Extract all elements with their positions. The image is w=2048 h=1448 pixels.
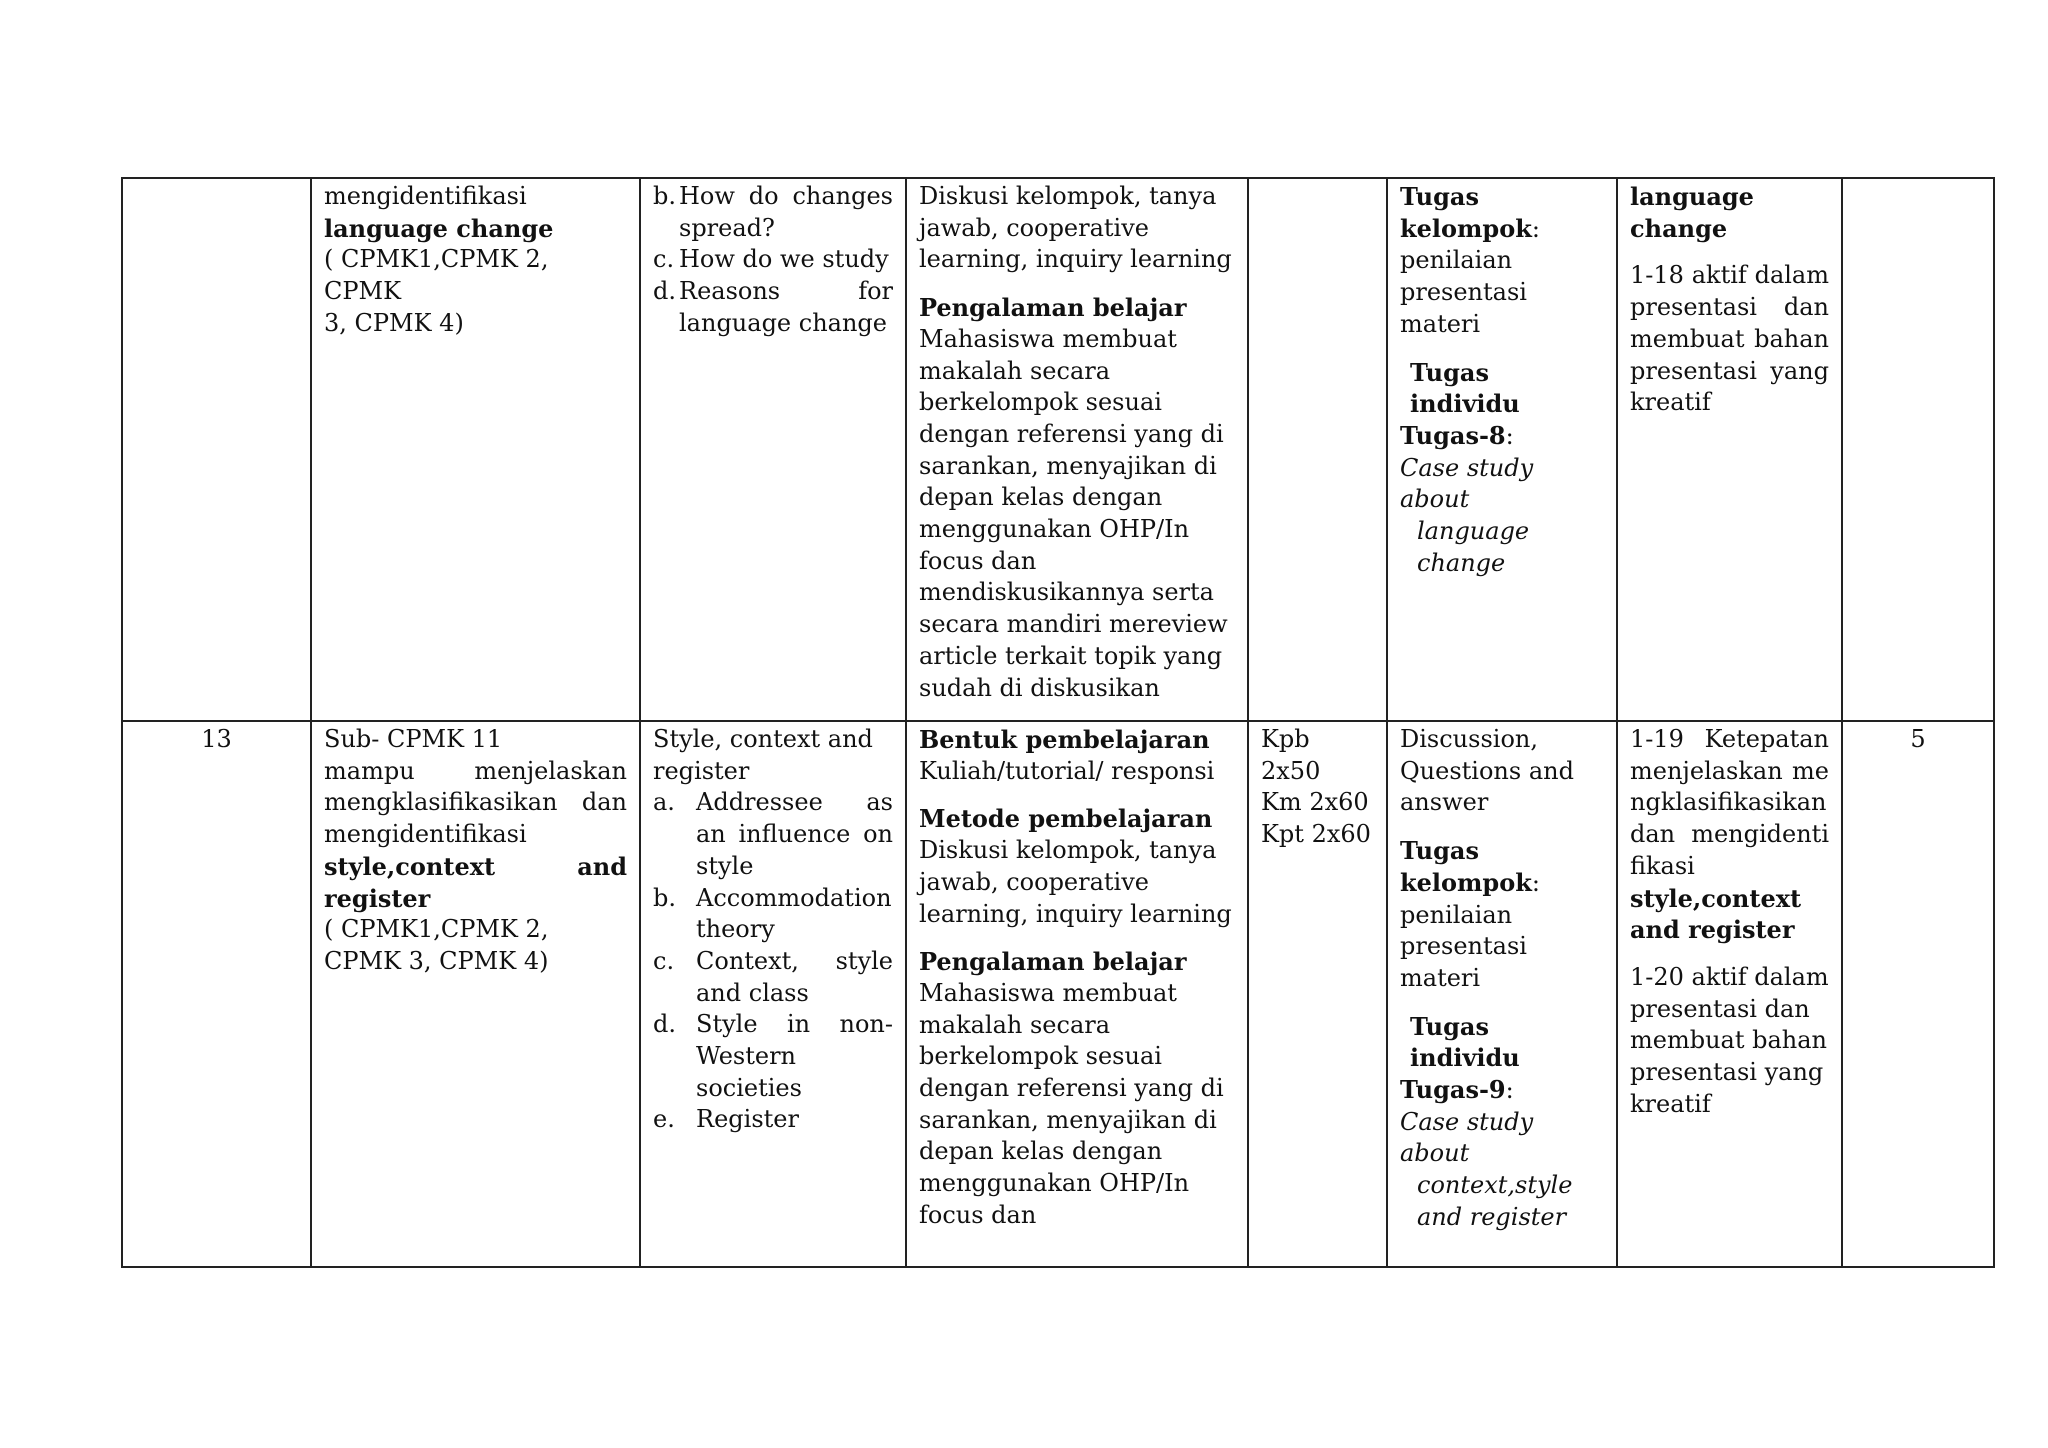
list-item: c. How do we study [653, 245, 889, 274]
penilaian-cell [1387, 178, 1617, 721]
cpmk-refs: ( CPMK1,CPMK 2, CPMK 3, CPMK 4) [324, 915, 549, 975]
case-study-line: and register [1417, 1202, 1567, 1231]
indikator-text: 1-19 Ketepatan menjelaskan mengklasifikasikan dan mengidentifikasi [1630, 725, 1829, 880]
pengalaman-line: mendiskusikannya serta [919, 578, 1214, 607]
indikator-cell [1617, 178, 1842, 721]
pengalaman-line: sudah di diskusikan [919, 673, 1160, 702]
penilaian-cell [1387, 721, 1617, 1267]
materi-list [653, 181, 893, 340]
pengalaman-title: Pengalaman belajar [919, 947, 1187, 977]
materi-list [653, 787, 893, 1136]
tugas-number: Tugas-9: [1400, 1075, 1514, 1105]
penilaian-line: Questions and [1400, 756, 1574, 785]
indikator-line: presentasi yang [1630, 1058, 1824, 1087]
week-number: 13 [201, 725, 232, 753]
waktu-line: Kpt 2x60 [1261, 820, 1371, 849]
tugas-kelompok-title: Tugas [1400, 836, 1479, 866]
tugas-kelompok-label: kelompok: [1400, 867, 1540, 897]
indikator-text: 1-18 aktif dalam presentasi dan membuat bahan presentasi yang kreatif [1630, 261, 1829, 417]
list-item: c. Context, style and class [653, 946, 893, 1007]
pengalaman-line: Mahasiswa membuat [919, 978, 1177, 1007]
case-study-line: Case study about [1400, 1107, 1534, 1168]
penilaian-line: answer [1400, 788, 1489, 817]
pengalaman-line: berkelompok sesuai [919, 388, 1162, 417]
indikator-title: change [1630, 213, 1728, 243]
materi-intro: Style, context and register [653, 725, 873, 785]
pengalaman-line: focus dan [919, 1200, 1037, 1229]
list-item: a. Addressee as an influence on style [653, 788, 893, 880]
sub-cpmk-text: mampu menjelaskan mengklasifikasikan dan mengidentifikasi [324, 756, 627, 849]
indikator-title: language [1630, 182, 1754, 211]
metode-line: jawab, cooperative [919, 867, 1149, 896]
sub-cpmk-cell [311, 178, 640, 721]
pengalaman-line: secara mandiri mereview [919, 610, 1228, 639]
pengalaman-line: Mahasiswa membuat [919, 324, 1177, 353]
table-row [122, 721, 1994, 1267]
pengalaman-line: article terkait topik yang [919, 641, 1223, 670]
metode-line: jawab, cooperative [919, 213, 1149, 242]
list-item: b. How do changes spread? [653, 182, 893, 242]
sub-cpmk-cell [311, 721, 640, 1267]
sub-cpmk-title: Sub- CPMK 11 [324, 725, 503, 753]
rps-table [121, 177, 1995, 1268]
penilaian-line: materi [1400, 309, 1481, 338]
pengalaman-line: berkelompok sesuai [919, 1042, 1162, 1071]
case-study-line: context,style [1417, 1171, 1573, 1200]
pengalaman-line: depan kelas dengan [919, 483, 1163, 512]
tugas-number: Tugas-8: [1400, 420, 1514, 450]
penilaian-line: Discussion, [1400, 725, 1538, 753]
penilaian-line: presentasi [1400, 278, 1527, 307]
metode-line: Diskusi kelompok, tanya [919, 836, 1217, 865]
indikator-line: 1-20 aktif dalam [1630, 962, 1829, 991]
list-item: d. Style in non-Western societies [653, 1010, 893, 1102]
waktu-cell [1248, 178, 1387, 721]
penilaian-line: penilaian [1400, 246, 1513, 275]
tugas-kelompok-label: kelompok: [1400, 213, 1540, 243]
cpmk-refs: ( CPMK1,CPMK 2, CPMK [324, 245, 549, 306]
metode-title: Metode pembelajaran [919, 804, 1213, 834]
indikator-cell [1617, 721, 1842, 1267]
tugas-individu-title: Tugas individu [1410, 357, 1520, 419]
sub-cpmk-topic: style,context and register [324, 851, 627, 913]
pengalaman-line: dengan referensi yang di [919, 419, 1224, 448]
tugas-individu-title: Tugas individu [1410, 1011, 1520, 1073]
pengalaman-title: Pengalaman belajar [919, 293, 1187, 323]
sub-cpmk-topic: language change [324, 213, 554, 243]
penilaian-line: materi [1400, 963, 1481, 992]
list-item: d. Reasons for language change [653, 277, 893, 337]
pengalaman-line: makalah secara [919, 1010, 1111, 1039]
pengalaman-line: depan kelas dengan [919, 1137, 1163, 1166]
case-study-line: language [1417, 517, 1530, 546]
indikator-topic: style,context and register [1630, 883, 1802, 945]
materi-cell [640, 721, 906, 1267]
indikator-line: presentasi dan [1630, 994, 1810, 1023]
list-item: b. Accommodation theory [653, 883, 892, 944]
table-row [122, 178, 1994, 721]
pengalaman-line: sarankan, menyajikan di [919, 1105, 1217, 1134]
materi-cell [640, 178, 906, 721]
list-item: e. Register [653, 1105, 799, 1134]
metode-line: Diskusi kelompok, tanya [919, 182, 1217, 210]
week-cell [122, 178, 311, 721]
pengalaman-line: sarankan, menyajikan di [919, 451, 1217, 480]
penilaian-line: penilaian [1400, 900, 1513, 929]
pengalaman-line: dengan referensi yang di [919, 1074, 1224, 1103]
pengalaman-line: menggunakan OHP/In [919, 515, 1190, 544]
pengalaman-line: makalah secara [919, 356, 1111, 385]
pengalaman-line: menggunakan OHP/In [919, 1169, 1190, 1198]
bobot-cell [1842, 178, 1994, 721]
waktu-line: Kpb 2x50 [1261, 725, 1321, 785]
waktu-cell [1248, 721, 1387, 1267]
penilaian-line: presentasi [1400, 932, 1527, 961]
bobot-value: 5 [1910, 725, 1926, 753]
case-study-line: change [1417, 548, 1506, 577]
case-study-line: Case study about [1400, 453, 1534, 514]
cpmk-refs: 3, CPMK 4) [324, 308, 464, 337]
waktu-line: Km 2x60 [1261, 788, 1369, 817]
week-cell [122, 721, 311, 1267]
metode-line: learning, inquiry learning [919, 245, 1232, 274]
sub-cpmk-text: mengidentifikasi [324, 182, 527, 210]
tugas-kelompok-title: Tugas [1400, 182, 1479, 211]
bobot-cell [1842, 721, 1994, 1267]
bentuk-title: Bentuk pembelajaran [919, 725, 1210, 754]
indikator-line: membuat bahan [1630, 1026, 1828, 1055]
metode-cell [906, 721, 1248, 1267]
indikator-line: kreatif [1630, 1089, 1711, 1118]
metode-line: learning, inquiry learning [919, 899, 1232, 928]
metode-cell [906, 178, 1248, 721]
pengalaman-line: focus dan [919, 546, 1037, 575]
bentuk-text: Kuliah/tutorial/ responsi [919, 756, 1215, 785]
